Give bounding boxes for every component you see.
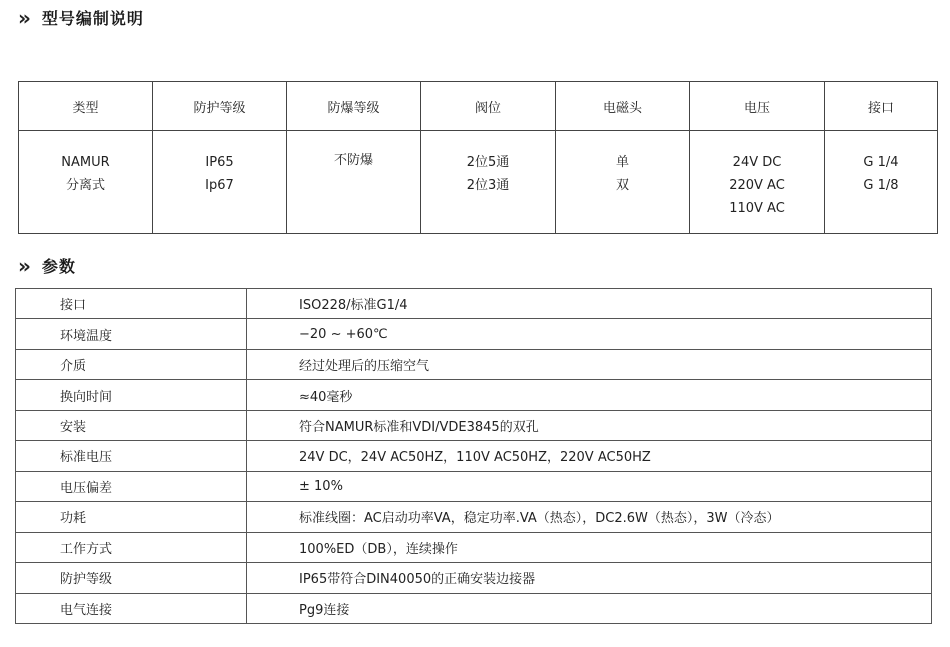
param-value: −20 ~ +60℃ [247, 319, 932, 349]
cell-line: Ip67 [205, 178, 234, 193]
param-value: Pg9连接 [247, 593, 932, 623]
section-heading-params [18, 254, 76, 277]
header-solenoid: 电磁头 [556, 82, 690, 131]
header-type: 类型 [19, 82, 153, 131]
param-value: 标准线圈：AC启动功率VA，稳定功率.VA（热态），DC2.6W（热态），3W（冷态） [247, 502, 932, 532]
cell-line: G 1/4 [863, 155, 899, 170]
cell-protection [153, 131, 287, 234]
table-row [16, 563, 932, 593]
param-key: 电压偏差 [16, 471, 247, 501]
cell-line: 2位3通 [466, 178, 510, 193]
section-heading-model [18, 6, 144, 29]
param-key: 标准电压 [16, 441, 247, 471]
cell-line: 220V AC [729, 178, 785, 193]
param-value: ISO228/标准G1/4 [247, 289, 932, 319]
cell-line: NAMUR [61, 155, 110, 170]
cell-solenoid [556, 131, 690, 234]
param-value: 100%ED（DB），连续操作 [247, 532, 932, 562]
cell-line: 分离式 [65, 178, 105, 193]
section-title: 参数 [41, 257, 76, 276]
table-row [16, 319, 932, 349]
table-row [16, 289, 932, 319]
table-row [16, 471, 932, 501]
cell-valve-position [421, 131, 556, 234]
header-protection: 防护等级 [153, 82, 287, 131]
cell-voltage [690, 131, 825, 234]
cell-line: 单 [615, 155, 629, 170]
cell-line: G 1/8 [863, 178, 899, 193]
table-row [16, 410, 932, 440]
cell-port [825, 131, 938, 234]
param-key: 环境温度 [16, 319, 247, 349]
header-port: 接口 [825, 82, 938, 131]
table-row [16, 532, 932, 562]
param-value: ± 10% [247, 471, 932, 501]
cell-line: 双 [615, 178, 629, 193]
param-key: 功耗 [16, 502, 247, 532]
header-valve-position: 阀位 [421, 82, 556, 131]
param-key: 防护等级 [16, 563, 247, 593]
cell-explosion-proof [287, 131, 421, 234]
param-value: 24V DC，24V AC50HZ，110V AC50HZ，220V AC50HZ [247, 441, 932, 471]
header-voltage: 电压 [690, 82, 825, 131]
chevron-right-icon: » [18, 253, 28, 278]
param-value: IP65带符合DIN40050的正确安装边接器 [247, 563, 932, 593]
param-value: ≈40毫秒 [247, 380, 932, 410]
table-row [16, 441, 932, 471]
table-row [16, 380, 932, 410]
cell-type [19, 131, 153, 234]
table-row [16, 593, 932, 623]
param-key: 接口 [16, 289, 247, 319]
param-key: 电气连接 [16, 593, 247, 623]
table-row [16, 349, 932, 379]
cell-line: 110V AC [729, 201, 785, 216]
cell-line: 不防爆 [333, 153, 373, 168]
section-title: 型号编制说明 [41, 9, 144, 28]
chevron-right-icon: » [18, 5, 28, 30]
header-explosion-proof: 防爆等级 [287, 82, 421, 131]
cell-line: IP65 [205, 155, 234, 170]
parameter-table [15, 288, 932, 624]
model-code-table [18, 81, 938, 234]
cell-line: 24V DC [732, 155, 782, 170]
table-header-row [19, 82, 938, 131]
cell-line: 2位5通 [466, 155, 510, 170]
param-value: 经过处理后的压缩空气 [247, 349, 932, 379]
param-key: 工作方式 [16, 532, 247, 562]
table-row [16, 502, 932, 532]
table-row [19, 131, 938, 234]
param-key: 介质 [16, 349, 247, 379]
param-key: 换向时间 [16, 380, 247, 410]
param-value: 符合NAMUR标准和VDI/VDE3845的双孔 [247, 410, 932, 440]
param-key: 安装 [16, 410, 247, 440]
